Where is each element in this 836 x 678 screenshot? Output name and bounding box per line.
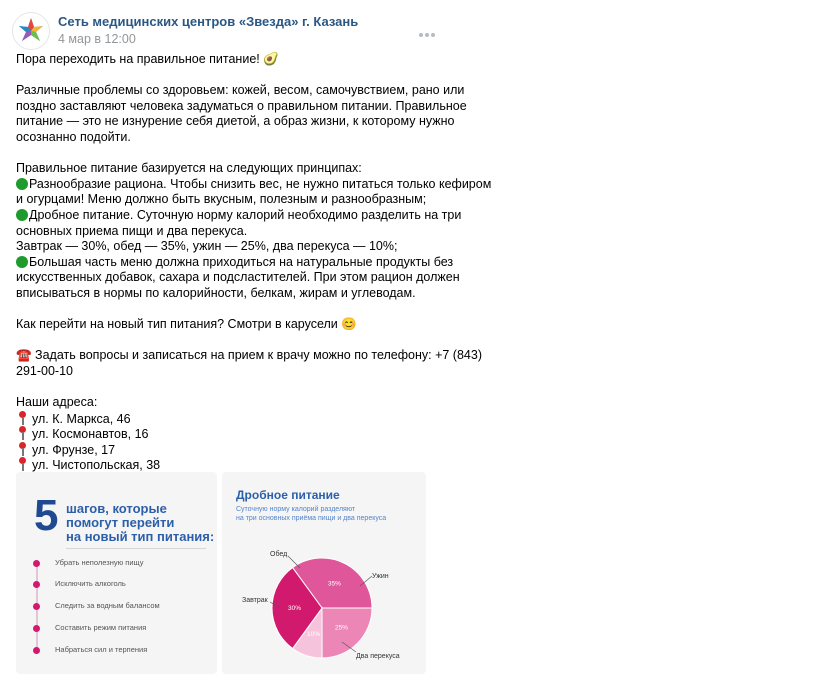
address-item: ул. Космонавтов, 16	[32, 427, 149, 442]
principle-line: искусственных добавок, сахара и подсластителей. При этом рацион должен	[16, 270, 460, 285]
green-circle-icon	[16, 256, 28, 268]
paragraph-line: осознанно подойти.	[16, 129, 131, 144]
green-circle-icon	[16, 178, 28, 190]
carousel-card-steps[interactable]	[16, 472, 217, 674]
steps-title-line: шагов, которые	[66, 501, 167, 516]
divider	[66, 548, 206, 549]
star-logo-icon	[13, 13, 49, 49]
post-intro: Пора переходить на правильное питание! 🥑	[16, 52, 279, 66]
round-pushpin-icon	[16, 442, 28, 456]
pie-value-label: 25%	[334, 624, 348, 632]
pie-category-label: Обед	[270, 551, 288, 558]
photo-carousel[interactable]	[16, 472, 426, 674]
pie-chart	[222, 472, 426, 674]
step-item: Исключить алкоголь	[33, 579, 213, 591]
pie-category-label: Два перекуса	[356, 653, 400, 660]
principle-line: Разнообразие рациона. Чтобы снизить вес, не нужно питаться только кефиром	[29, 176, 492, 191]
phone-line: ☎️ Задать вопросы и записаться на прием к врачу можно по телефону: +7 (843)	[16, 348, 482, 363]
carousel-card-chart[interactable]	[222, 472, 426, 674]
step-item: Составить режим питания	[33, 623, 213, 635]
step-item: Следить за водным балансом	[33, 601, 213, 613]
phone-number[interactable]: 291-00-10	[16, 363, 73, 378]
pie-category-label: Завтрак	[242, 597, 268, 604]
green-circle-icon	[16, 209, 28, 221]
step-item: Набраться сил и терпения	[33, 645, 213, 657]
principle-line: основных приема пищи и два перекуса.	[16, 223, 248, 238]
principle-line: и огурцами! Меню должно быть вкусным, полезным и разнообразным;	[16, 192, 427, 207]
paragraph-line: Различные проблемы со здоровьем: кожей, весом, самочувствием, рано или	[16, 83, 465, 98]
post-date[interactable]: 4 мар в 12:00	[58, 32, 136, 46]
pie-value-label: 35%	[327, 580, 341, 588]
steps-title-line: помогут перейти	[66, 515, 175, 530]
address-item: ул. К. Маркса, 46	[32, 411, 131, 426]
post-author[interactable]: Сеть медицинских центров «Звезда» г. Казань	[58, 14, 359, 29]
steps-number: 5	[34, 491, 59, 540]
pie-value-label: 30%	[287, 605, 302, 613]
pie-value-label: 10%	[307, 631, 321, 639]
chart-title: Дробное питание	[236, 488, 340, 502]
paragraph-line: питание — это не изнурение себя диетой, а образ жизни, к которому нужно	[16, 114, 455, 129]
principle-line: Большая часть меню должна приходиться на натуральные продукты без	[29, 254, 454, 269]
address-item: ул. Фрунзе, 17	[32, 442, 116, 457]
steps-title	[66, 502, 214, 544]
address-item: ул. Чистопольская, 38	[32, 458, 161, 473]
addresses-heading: Наши адреса:	[16, 395, 98, 410]
carousel-hint: Как перейти на новый тип питания? Смотри в карусели 😊	[16, 317, 357, 332]
avatar[interactable]	[12, 12, 50, 50]
pie-category-label: Ужин	[372, 573, 389, 580]
round-pushpin-icon	[16, 426, 28, 440]
principle-line: Дробное питание. Суточную норму калорий необходимо разделить на три	[29, 207, 462, 222]
pie-slice	[322, 608, 372, 658]
post-header	[12, 12, 432, 48]
paragraph-line: поздно заставляют человека задуматься о правильном питании. Правильное	[16, 98, 467, 113]
chart-subtitle-line: Суточную норму калорий разделяют	[236, 506, 356, 513]
step-item: Убрать неполезную пищу	[33, 558, 213, 570]
principle-line: Завтрак — 30%, обед — 35%, ужин — 25%, два перекуса — 10%;	[16, 239, 398, 254]
principles-heading: Правильное питание базируется на следующих принципах:	[16, 161, 362, 176]
round-pushpin-icon	[16, 411, 28, 425]
chart-subtitle-line: на три основных приёма пищи и два перекуса	[236, 515, 387, 522]
principle-line: вписываться в нормы по калорийности, белкам, жирам и углеводам.	[16, 285, 416, 300]
ellipsis-icon[interactable]	[417, 30, 437, 40]
post-text	[16, 52, 492, 473]
round-pushpin-icon	[16, 457, 28, 471]
steps-title-line: на новый тип питания:	[66, 529, 215, 544]
